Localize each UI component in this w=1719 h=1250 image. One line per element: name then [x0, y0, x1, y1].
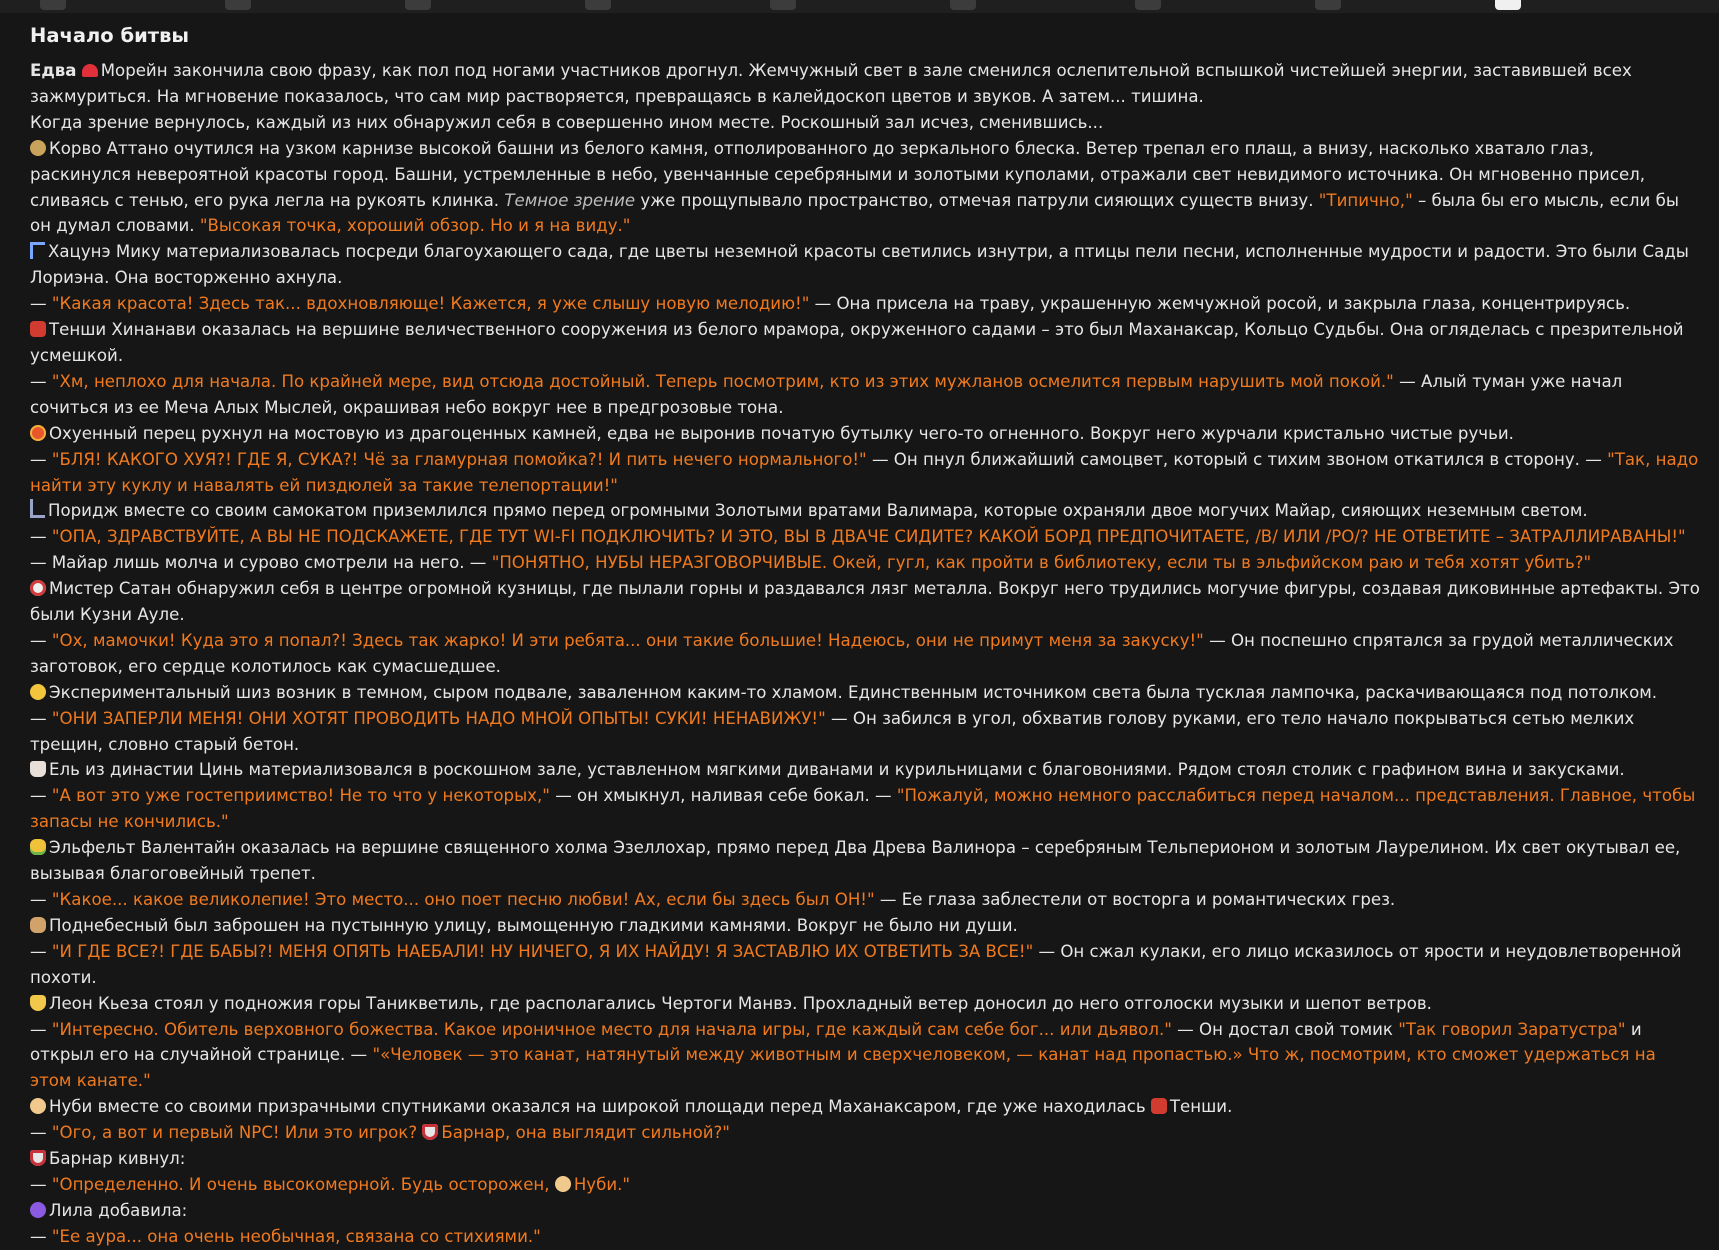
- tenshi-quote: "Хм, неплохо для начала. По крайней мере, вид отсюда достойный. Теперь посмотрим, кто из этих мужланов осмелится первым нарушить мой покой.": [51, 371, 1394, 391]
- nubi-quote-2: Барнар, она выглядит сильной?": [441, 1123, 730, 1143]
- facepalm-icon: [30, 917, 46, 933]
- nubi-quote-1: "Ого, а вот и первый NPC! Или это игрок?: [51, 1123, 418, 1143]
- baby-face-icon: [30, 1098, 46, 1114]
- paragraph-miku-quote: [30, 291, 1700, 317]
- dash: —: [30, 527, 47, 547]
- paragraph-podnebes: [30, 913, 1700, 939]
- paragraph-leon: [30, 991, 1700, 1017]
- barnar-text: Барнар кивнул:: [49, 1149, 186, 1169]
- oni-mask-icon: [1151, 1098, 1167, 1114]
- intro-text: Морейн закончила свою фразу, как пол под ногами участников дрогнул. Жемчужный свет в зале сменился ослепительной вспышкой чистейшей энергии, заставившей всех зажмуриться. На мгновение показалось, что сам мир растворяется, превращаясь в калейдоскоп цветов и звуков. А затем... тишина.: [30, 61, 1632, 106]
- toolbar-chat-icon[interactable]: [585, 0, 611, 10]
- elfelt-text: Эльфельт Валентайн оказалась на вершине священного холма Эзеллохар, прямо перед Два Древа Валинора – серебряным Тельперионом и золотым Лаурелином. Их свет окутывал ее, вызывая благоговейный трепет.: [30, 838, 1681, 884]
- elfelt-text-2: — Ее глаза заблестели от восторга и романтических грез.: [879, 890, 1396, 909]
- kick-scooter-icon: [30, 499, 45, 518]
- leon-quote-3: "«Человек — это канат, натянутый между животным и сверхчеловеком, — канат над пропастью.» Что ж, посмотрим, кто сможет удержаться на этом канате.": [30, 1045, 1656, 1091]
- paragraph-barnar-quote: [30, 1172, 1700, 1198]
- corvo-quote-1: "Типично,": [1318, 190, 1413, 210]
- shiz-text: Экспериментальный шиз возник в темном, сыром подвале, заваленном каким-то хламом. Единственным источником света была тусклая лампочка, раскачивающаяся под потолком.: [49, 682, 1658, 702]
- dash: —: [30, 1174, 47, 1194]
- shield-icon: [422, 1124, 438, 1140]
- paragraph-satan: [30, 576, 1700, 628]
- woozy-face-icon: [30, 684, 46, 700]
- paragraph-corvo: [30, 136, 1700, 240]
- speaker-name: Едва: [30, 61, 77, 80]
- corvo-emphasis: Темное зрение: [504, 190, 636, 210]
- broken-heart-icon: [82, 64, 98, 77]
- shiz-text-2: — Он забился в угол, обхватив голову руками, его тело начало покрываться сетью мелких трещин, словно старый бетон.: [30, 708, 1635, 754]
- leon-text-2: — Он достал свой томик: [1177, 1019, 1393, 1039]
- corvo-text-2: уже прощупывало пространство, отмечая патрули сияющих существ внизу.: [640, 190, 1314, 210]
- dash: —: [30, 786, 47, 806]
- dash: —: [30, 449, 47, 469]
- corvo-text-3: – была бы его мысль, если бы он думал словами.: [30, 190, 1679, 236]
- baby-face-icon: [555, 1176, 571, 1192]
- paragraph-satan-quote: [30, 628, 1700, 680]
- paragraph-pepper-quote: [30, 447, 1700, 499]
- dash: —: [30, 630, 47, 650]
- paragraph-shiz-quote: [30, 706, 1700, 758]
- paragraph-pepper: [30, 421, 1700, 447]
- lila-quote: "Ее аура... она очень необычная, связана со стихиями.": [51, 1226, 541, 1246]
- page-title: Начало битвы: [30, 24, 190, 47]
- top-toolbar: [0, 0, 1719, 13]
- el-text-2: — он хмыкнул, наливая себе бокал. —: [555, 786, 892, 806]
- toolbar-active-icon[interactable]: [1495, 0, 1521, 10]
- dash: —: [30, 890, 47, 909]
- toolbar-book-icon[interactable]: [950, 0, 976, 10]
- paragraph-el-quote: [30, 783, 1700, 835]
- satan-quote: "Ох, мамочки! Куда это я попал?! Здесь так жарко! И эти ребята... они такие большие! Надеюсь, они не примут меня за закуску!": [51, 630, 1204, 650]
- music-note-icon: [30, 242, 45, 259]
- elfelt-quote: "Какое... какое великолепие! Это место... оно поет песню любви! Ах, если бы здесь был ОН!": [51, 890, 875, 909]
- paragraph-shiz: [30, 680, 1700, 706]
- paragraph-miku: [30, 239, 1700, 291]
- pepper-text: Охуенный перец рухнул на мостовую из драгоценных камней, едва не выронив початую бутылку чего-то огненного. Вокруг него журчали кристально чистые ручьи.: [49, 423, 1514, 443]
- podnebes-text: Поднебесный был заброшен на пустынную улицу, вымощенную гладкими камнями. Вокруг не было ни души.: [49, 915, 1018, 935]
- toolbar-clock-icon[interactable]: [1315, 0, 1341, 10]
- miku-text: Хацунэ Мику материализовалась посреди благоухающего сада, где цветы неземной красоты светились изнутри, а птицы пели песни, исполненные мудрости и радости. Это были Сады Лориэна. Она восторженно ахнула.: [30, 242, 1689, 288]
- toolbar-pin-icon[interactable]: [225, 0, 251, 10]
- dash: —: [30, 1226, 47, 1246]
- corvo-text: Корво Аттано очутился на узком карнизе высокой башни из белого камня, отполированного до зеркального блеска. Ветер трепал его плащ, а внизу, насколько хватало глаз, раскинулся невероятной красоты город. Башни, устремленные в небо, увенчанные серебряными и золотыми куполами, отражали свет невидимого источника. Он мгновенно присел, сливаясь с тенью, его рука легла на рукоять клинка.: [30, 138, 1646, 210]
- el-quote-1: "А вот это уже гостеприимство! Не то что у некоторых,": [51, 786, 550, 806]
- oni-mask-icon: [30, 321, 46, 337]
- dash: —: [30, 1019, 47, 1039]
- paragraph-el: [30, 757, 1700, 783]
- paragraph-leon-quote: [30, 1017, 1700, 1095]
- dash: —: [30, 941, 47, 961]
- el-text: Ель из династии Цинь материализовался в роскошном зале, уставленном мягкими диванами и курильницами с благовониями. Рядом стоял столик с графином вина и закусками.: [49, 760, 1625, 780]
- paragraph-lila: [30, 1198, 1700, 1224]
- paragraph-transition: Когда зрение вернулось, каждый из них обнаружил себя в совершенно ином месте. Роскошный зал исчез, сменившись...: [30, 112, 1104, 132]
- story-text: [30, 58, 1700, 1250]
- porridge-quote-2: "ПОНЯТНО, НУБЫ НЕРАЗГОВОРЧИВЫЕ. Окей, гугл, как пройти в библиотеку, если ты в эльфийском раю и тебя хотят убить?": [491, 553, 1592, 573]
- podnebes-quote: "И ГДЕ ВСЕ?! ГДЕ БАБЫ?! МЕНЯ ОПЯТЬ НАЕБАЛИ! НУ НИЧЕГО, Я ИХ НАЙДУ! Я ЗАСТАВЛЮ ИХ ОТВЕТИТЬ ЗА ВСЕ!": [51, 941, 1034, 961]
- dash: —: [30, 371, 47, 391]
- paragraph-intro: [30, 58, 1700, 110]
- spy-icon: [30, 140, 46, 156]
- message-content: [30, 20, 1700, 1250]
- barnar-quote-2: Нуби.": [573, 1174, 631, 1194]
- leon-text: Леон Кьеза стоял у подножия горы Таникветиль, где располагались Чертоги Манвэ. Прохладный ветер доносил до него отголоски музыки и шепот ветров.: [49, 993, 1432, 1013]
- clown-face-icon: [30, 580, 46, 596]
- miku-text-2: — Она присела на траву, украшенную жемчужной росой, и закрыла глаза, концентрируясь.: [814, 294, 1631, 314]
- paragraph-tenshi-quote: [30, 369, 1700, 421]
- paragraph-barnar: [30, 1146, 1700, 1172]
- nubi-text: Нуби вместе со своими призрачными спутниками оказался на широкой площади перед Маханаксаром, где уже находилась: [49, 1097, 1146, 1117]
- paragraph-tenshi: [30, 317, 1700, 369]
- dash: —: [30, 1123, 47, 1143]
- toolbar-settings-icon[interactable]: [770, 0, 796, 10]
- crystal-ball-icon: [30, 1202, 46, 1218]
- leon-quote-2: "Так говорил Заратустра": [1398, 1019, 1626, 1039]
- el-quote-2: "Пожалуй, можно немного расслабиться перед началом... представления. Главное, чтобы запасы не кончились.": [30, 786, 1696, 832]
- porridge-quote-1: "ОПА, ЗДРАВСТВУЙТЕ, А ВЫ НЕ ПОДСКАЖЕТЕ, ГДЕ ТУТ WI-FI ПОДКЛЮЧИТЬ? И ЭТО, ВЫ В ДВАЧЕ СИДИТЕ? КАКОЙ БОРД ПРЕДПОЧИТАЕТЕ, /B/ ИЛИ /PO/? НЕ ОТВЕТИТЕ – ЗАТРАЛЛИРАВАНЫ!": [51, 527, 1686, 547]
- dash: —: [30, 708, 47, 728]
- porridge-text: Поридж вместе со своим самокатом приземлился прямо перед огромными Золотыми вратами Валимара, которые охраняли двое могучих Майар, сияющих неземным светом.: [48, 501, 1588, 521]
- toolbar-user-icon[interactable]: [405, 0, 431, 10]
- toolbar-tool-icon[interactable]: [40, 0, 66, 10]
- pepper-text-2: — Он пнул ближайший самоцвет, который с тихим звоном откатился в сторону. —: [871, 449, 1602, 469]
- shiz-quote: "ОНИ ЗАПЕРЛИ МЕНЯ! ОНИ ХОТЯТ ПРОВОДИТЬ НАДО МНОЙ ОПЫТЫ! СУКИ! НЕНАВИЖУ!": [51, 708, 826, 728]
- barnar-quote-1: "Определенно. И очень высокомерной. Будь осторожен,: [51, 1174, 550, 1194]
- satan-text: Мистер Сатан обнаружил себя в центре огромной кузницы, где пылали горны и раздавался лязг металла. Вокруг него трудились могучие фигуры, создавая диковинные артефакты. Это были Кузни Ауле.: [30, 579, 1700, 625]
- elf-icon: [30, 839, 46, 855]
- lila-text: Лила добавила:: [49, 1200, 188, 1220]
- pepper-quote-1: "БЛЯ! КАКОГО ХУЯ?! ГДЕ Я, СУКА?! Чё за гламурная помойка?! И пить нечего нормального!": [51, 449, 867, 469]
- leon-quote-1: "Интересно. Обитель верховного божества. Какое ироничное место для начала игры, где каждый сам себе бог... или дьявол.": [51, 1019, 1172, 1039]
- collision-icon: [30, 425, 46, 441]
- satan-text-2: — Он поспешно спрятался за грудой металлических заготовок, его сердце колотилось как сумасшедшее.: [30, 630, 1674, 676]
- paragraph-porridge-quote: [30, 524, 1700, 576]
- tenshi-text-2: — Алый туман уже начал сочиться из ее Меча Алых Мыслей, окрашивая небо вокруг нее в предгрозовые тона.: [30, 371, 1623, 417]
- paragraph-nubi-quote: [30, 1120, 1700, 1146]
- paragraph-porridge: [30, 498, 1700, 524]
- podnebes-text-2: — Он сжал кулаки, его лицо исказилось от ярости и неудовлетворенной похоти.: [30, 941, 1682, 987]
- paragraph-podnebes-quote: [30, 939, 1700, 991]
- shield-icon: [30, 1150, 46, 1166]
- paragraph-lila-quote: [30, 1224, 1700, 1250]
- dash: —: [30, 294, 47, 314]
- paragraph-elfelt: [30, 835, 1700, 887]
- paragraph-elfelt-quote: [30, 887, 1700, 913]
- corvo-quote-2: "Высокая точка, хороший обзор. Но и я на виду.": [199, 216, 631, 236]
- pepper-quote-2: "Так, надо найти эту куклу и навалять ей пиздюлей за такие телепортации!": [30, 449, 1699, 495]
- toolbar-gift-icon[interactable]: [1135, 0, 1161, 10]
- leon-text-3: и открыл его на случайной странице. —: [30, 1019, 1642, 1065]
- paragraph-nubi: [30, 1094, 1700, 1120]
- miku-quote: "Какая красота! Здесь так... вдохновляюще! Кажется, я уже слышу новую мелодию!": [51, 294, 810, 314]
- nubi-text-2: Тенши.: [1169, 1097, 1233, 1117]
- nail-polish-icon: [30, 761, 46, 777]
- tenshi-text: Тенши Хинанави оказалась на вершине величественного сооружения из белого мрамора, окруженного садами – это был Маханаксар, Кольцо Судьбы. Она огляделась с презрительной усмешкой.: [30, 320, 1684, 365]
- performing-arts-icon: [30, 995, 46, 1011]
- porridge-text-2: — Майар лишь молча и сурово смотрели на него. —: [30, 553, 487, 573]
